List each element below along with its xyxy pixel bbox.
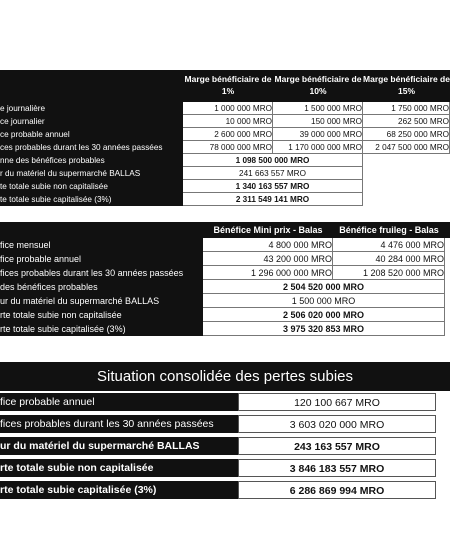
table2-header-fruileg: Bénéfice fruileg - Balas: [339, 225, 439, 235]
table2-cell: 43 200 000 MRO: [203, 252, 333, 266]
table2-summary-label: ur du matériel du supermarché BALLAS: [0, 294, 203, 308]
table1-summary-label: te totale subie capitalisée (3%): [0, 193, 183, 206]
table3-row-label: rte totale subie non capitalisée: [0, 459, 238, 477]
table3-value: 3 603 020 000 MRO: [238, 415, 436, 433]
table3-row-label: fice probable annuel: [0, 393, 238, 411]
table2-cell: 40 284 000 MRO: [333, 252, 445, 266]
table2-row-label: fice mensuel: [0, 238, 203, 252]
consolidated-losses-table: [0, 362, 450, 507]
table2-summary-value: 2 504 520 000 MRO: [203, 280, 445, 294]
table1-cell: 2 047 500 000 MRO: [363, 141, 450, 154]
table1-row-label: ce probable annuel: [0, 128, 183, 141]
table2-summary-value: 3 975 320 853 MRO: [203, 322, 445, 336]
table3-row-label: fices probables durant les 30 années passées: [0, 415, 238, 433]
table1-row-label: ce journalier: [0, 115, 183, 128]
table1-row-label: e journalière: [0, 102, 183, 115]
table1-summary-value: 241 663 557 MRO: [183, 167, 363, 180]
table2-summary-label: des bénéfices probables: [0, 280, 203, 294]
table1-cell: 10 000 MRO: [183, 115, 273, 128]
table2-cell: 4 476 000 MRO: [333, 238, 445, 252]
table1-cell: 1 170 000 000 MRO: [273, 141, 363, 154]
table2-summary-value: 1 500 000 MRO: [203, 294, 445, 308]
profit-margin-table: [0, 70, 450, 212]
table2-summary-value: 2 506 020 000 MRO: [203, 308, 445, 322]
table1-cell: 2 600 000 MRO: [183, 128, 273, 141]
table1-cell: 150 000 MRO: [273, 115, 363, 128]
table1-cell: 78 000 000 MRO: [183, 141, 273, 154]
table1-cell: 1 000 000 MRO: [183, 102, 273, 115]
table1-summary-label: te totale subie non capitalisée: [0, 180, 183, 193]
table3-title: Situation consolidée des pertes subies: [0, 362, 450, 391]
table3-row-label: ur du matériel du supermarché BALLAS: [0, 437, 238, 455]
supplier-profit-table: [0, 222, 450, 352]
table2-row-label: fices probables durant les 30 années passées: [0, 266, 203, 280]
table1-cell: 39 000 000 MRO: [273, 128, 363, 141]
table2-summary-label: rte totale subie non capitalisée: [0, 308, 203, 322]
table1-cell: 262 500 MRO: [363, 115, 450, 128]
table2-row-label: fice probable annuel: [0, 252, 203, 266]
table2-cell: 1 208 520 000 MRO: [333, 266, 445, 280]
table1-cell: 1 750 000 MRO: [363, 102, 450, 115]
table3-row-label: rte totale subie capitalisée (3%): [0, 481, 238, 499]
table3-value: 243 163 557 MRO: [238, 437, 436, 455]
table1-summary-value: 1 340 163 557 MRO: [183, 180, 363, 193]
table1-cell: 1 500 000 MRO: [273, 102, 363, 115]
table2-summary-label: rte totale subie capitalisée (3%): [0, 322, 203, 336]
table1-summary-value: 2 311 549 141 MRO: [183, 193, 363, 206]
table1-header-10pct: Marge bénéficiaire de 10%: [274, 74, 362, 96]
table3-value: 3 846 183 557 MRO: [238, 459, 436, 477]
table1-summary-label: nne des bénéfices probables: [0, 154, 183, 167]
table1-header-1pct: Marge bénéficiaire de 1%: [184, 74, 272, 96]
table1-row-label: ces probables durant les 30 années passées: [0, 141, 183, 154]
table3-value: 120 100 667 MRO: [238, 393, 436, 411]
table1-header-15pct: Marge bénéficiaire de 15%: [363, 74, 450, 96]
table1-summary-value: 1 098 500 000 MRO: [183, 154, 363, 167]
table2-header-miniprix: Bénéfice Mini prix - Balas: [213, 225, 323, 235]
table3-value: 6 286 869 994 MRO: [238, 481, 436, 499]
table2-cell: 1 296 000 000 MRO: [203, 266, 333, 280]
table1-cell: 68 250 000 MRO: [363, 128, 450, 141]
table1-summary-label: r du matériel du supermarché BALLAS: [0, 167, 183, 180]
table2-cell: 4 800 000 MRO: [203, 238, 333, 252]
